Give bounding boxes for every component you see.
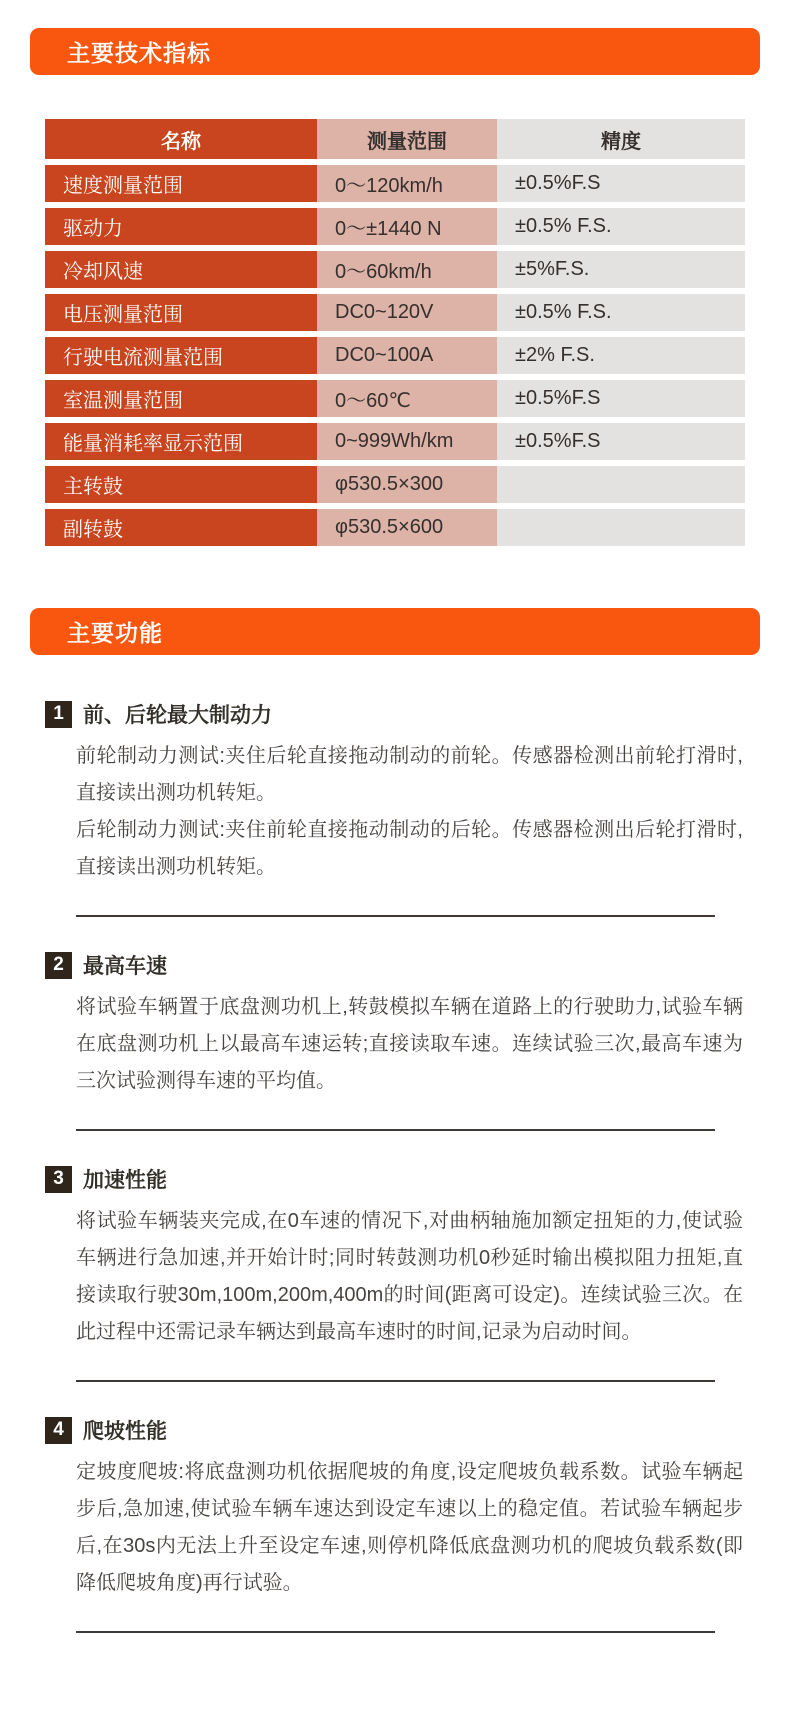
function-title: 前、后轮最大制动力: [83, 704, 272, 727]
spec-range: φ530.5×600: [317, 509, 497, 546]
spec-precision: [497, 509, 745, 546]
table-row: [45, 251, 745, 288]
functions-section-banner: [30, 608, 760, 655]
spec-name: 能量消耗率显示范围: [45, 423, 317, 460]
function-header: [45, 1164, 745, 1194]
table-row: [45, 165, 745, 202]
header-precision: 精度: [497, 119, 745, 159]
number-badge: 4: [45, 1417, 72, 1444]
functions-section-title: 主要功能: [67, 620, 163, 646]
function-item-1: [45, 699, 745, 886]
function-description: [76, 1203, 743, 1351]
spec-name: 行驶电流测量范围: [45, 337, 317, 374]
section-divider: [76, 1129, 715, 1131]
functions-list: [30, 693, 760, 1633]
spec-name: 主转鼓: [45, 466, 317, 503]
spec-name: 电压测量范围: [45, 294, 317, 331]
header-name: 名称: [45, 119, 317, 159]
spec-range: 0~999Wh/km: [317, 423, 497, 460]
spec-precision: ±5%F.S.: [497, 251, 745, 288]
number-badge: 2: [45, 952, 72, 979]
spec-table-body: [45, 165, 745, 546]
function-item-2: [45, 950, 745, 1100]
spec-section-banner: [30, 28, 760, 75]
function-description: [76, 738, 743, 886]
spec-name: 驱动力: [45, 208, 317, 245]
spec-precision: ±2% F.S.: [497, 337, 745, 374]
spec-precision: ±0.5% F.S.: [497, 208, 745, 245]
function-header: [45, 1415, 745, 1445]
spec-range: 0〜60km/h: [317, 251, 497, 288]
spec-precision: [497, 466, 745, 503]
function-description: [76, 989, 743, 1100]
function-item-3: [45, 1164, 745, 1351]
section-divider: [76, 1631, 715, 1633]
function-item-4: [45, 1415, 745, 1602]
section-spacer: [30, 552, 760, 608]
function-paragraph: 后轮制动力测试:夹住前轮直接拖动制动的后轮。传感器检测出后轮打滑时,直接读出测功机转矩。: [76, 819, 743, 878]
spec-name: 冷却风速: [45, 251, 317, 288]
spec-range: 0〜±1440 N: [317, 208, 497, 245]
function-title: 最高车速: [83, 955, 167, 978]
function-title: 加速性能: [83, 1169, 167, 1192]
function-paragraph: 定坡度爬坡:将底盘测功机依据爬坡的角度,设定爬坡负载系数。试验车辆起步后,急加速,使试验车辆车速达到设定车速以上的稳定值。若试验车辆起步后,在30s内无法上升至设定车速,则停机降低底盘测功机的爬坡负载系数(即降低爬坡角度)再行试验。: [76, 1461, 743, 1594]
spec-range: DC0~120V: [317, 294, 497, 331]
table-row: [45, 466, 745, 503]
spec-name: 速度测量范围: [45, 165, 317, 202]
table-row: [45, 509, 745, 546]
table-row: [45, 380, 745, 417]
spec-name: 室温测量范围: [45, 380, 317, 417]
table-row: [45, 337, 745, 374]
spec-precision: ±0.5% F.S.: [497, 294, 745, 331]
function-header: [45, 950, 745, 980]
function-description: [76, 1454, 743, 1602]
function-title: 爬坡性能: [83, 1420, 167, 1443]
spec-table: [45, 113, 745, 552]
section-divider: [76, 915, 715, 917]
section-divider: [76, 1380, 715, 1382]
spec-range: DC0~100A: [317, 337, 497, 374]
header-range: 测量范围: [317, 119, 497, 159]
table-row: [45, 294, 745, 331]
spec-precision: ±0.5%F.S: [497, 423, 745, 460]
number-badge: 1: [45, 701, 72, 728]
function-paragraph: 前轮制动力测试:夹住后轮直接拖动制动的前轮。传感器检测出前轮打滑时,直接读出测功机转矩。: [76, 745, 743, 804]
table-row: [45, 208, 745, 245]
spec-name: 副转鼓: [45, 509, 317, 546]
function-header: [45, 699, 745, 729]
spec-range: 0〜60℃: [317, 380, 497, 417]
table-header-row: [45, 119, 745, 159]
spec-range: 0〜120km/h: [317, 165, 497, 202]
spec-precision: ±0.5%F.S: [497, 165, 745, 202]
spec-table-header: [45, 119, 745, 159]
spec-range: φ530.5×300: [317, 466, 497, 503]
function-paragraph: 将试验车辆装夹完成,在0车速的情况下,对曲柄轴施加额定扭矩的力,使试验车辆进行急加速,并开始计时;同时转鼓测功机0秒延时输出模拟阻力扭矩,直接读取行驶30m,100m,200m,400m的时间(距离可设定)。连续试验三次。在此过程中还需记录车辆达到最高车速时的时间,记录为启动时间。: [76, 1210, 743, 1343]
table-row: [45, 423, 745, 460]
spec-precision: ±0.5%F.S: [497, 380, 745, 417]
function-paragraph: 将试验车辆置于底盘测功机上,转鼓模拟车辆在道路上的行驶助力,试验车辆在底盘测功机上以最高车速运转;直接读取车速。连续试验三次,最高车速为三次试验测得车速的平均值。: [76, 996, 743, 1092]
number-badge: 3: [45, 1166, 72, 1193]
spec-section-title: 主要技术指标: [67, 40, 211, 66]
